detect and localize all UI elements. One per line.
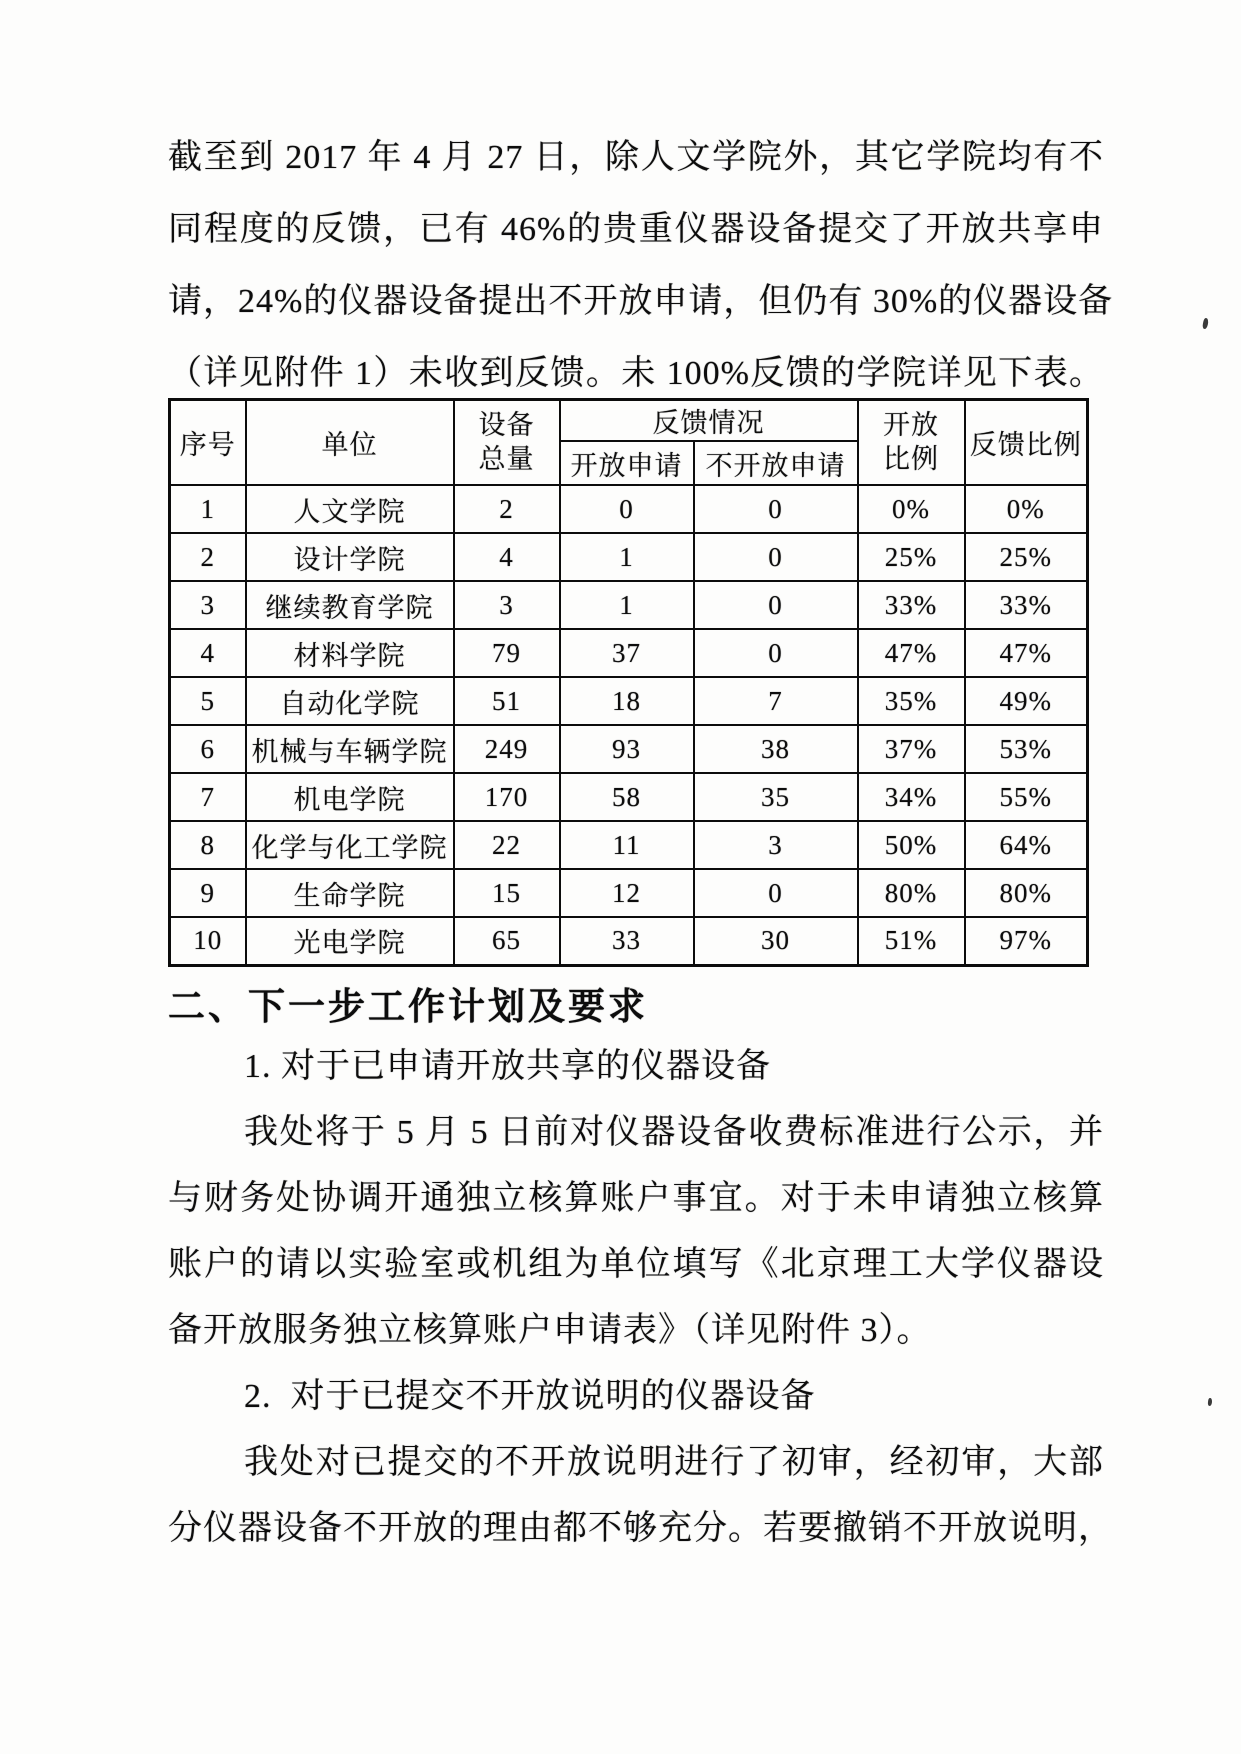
table-row-4 bbox=[170, 629, 1088, 677]
cell-total: 2 bbox=[454, 485, 560, 533]
table-row-9 bbox=[170, 869, 1088, 917]
cell-not-open: 0 bbox=[694, 869, 858, 917]
cell-open: 11 bbox=[560, 821, 694, 869]
item1-line-2: 与财务处协调开通独立核算账户事宜。对于未申请独立核算 bbox=[168, 1180, 1104, 1217]
cell-open-ratio: 50% bbox=[858, 821, 965, 869]
cell-total: 22 bbox=[454, 821, 560, 869]
cell-open-ratio: 51% bbox=[858, 917, 965, 965]
intro-line-1: 截至到 2017 年 4 月 27 日，除人文学院外，其它学院均有不 bbox=[168, 139, 1104, 176]
cell-open-ratio: 33% bbox=[858, 581, 965, 629]
cell-not-open: 7 bbox=[694, 677, 858, 725]
cell-unit: 机电学院 bbox=[246, 773, 454, 821]
cell-feedback-ratio: 53% bbox=[965, 725, 1088, 773]
table-row-3 bbox=[170, 581, 1088, 629]
feedback-table-container bbox=[168, 398, 1089, 967]
cell-unit: 机械与车辆学院 bbox=[246, 725, 454, 773]
cell-open: 33 bbox=[560, 917, 694, 965]
table-row-8 bbox=[170, 821, 1088, 869]
header-open-apply: 开放申请 bbox=[560, 441, 694, 485]
cell-open: 1 bbox=[560, 533, 694, 581]
cell-open: 12 bbox=[560, 869, 694, 917]
cell-index: 8 bbox=[170, 821, 246, 869]
cell-open-ratio: 0% bbox=[858, 485, 965, 533]
cell-open-ratio: 34% bbox=[858, 773, 965, 821]
cell-total: 65 bbox=[454, 917, 560, 965]
cell-unit: 材料学院 bbox=[246, 629, 454, 677]
header-total-line2: 总量 bbox=[478, 443, 535, 474]
cell-open: 93 bbox=[560, 725, 694, 773]
cell-total: 170 bbox=[454, 773, 560, 821]
cell-total: 3 bbox=[454, 581, 560, 629]
cell-index: 9 bbox=[170, 869, 246, 917]
table-row-10 bbox=[170, 917, 1088, 965]
cell-not-open: 38 bbox=[694, 725, 858, 773]
cell-index: 2 bbox=[170, 533, 246, 581]
cell-unit: 光电学院 bbox=[246, 917, 454, 965]
cell-total: 249 bbox=[454, 725, 560, 773]
cell-open-ratio: 47% bbox=[858, 629, 965, 677]
cell-index: 4 bbox=[170, 629, 246, 677]
cell-open-ratio: 80% bbox=[858, 869, 965, 917]
header-open-ratio-line2: 比例 bbox=[883, 443, 939, 474]
cell-unit: 继续教育学院 bbox=[246, 581, 454, 629]
cell-feedback-ratio: 64% bbox=[965, 821, 1088, 869]
cell-not-open: 35 bbox=[694, 773, 858, 821]
header-open-ratio bbox=[858, 400, 965, 486]
item1-title: 1. 对于已申请开放共享的仪器设备 bbox=[244, 1048, 771, 1085]
cell-feedback-ratio: 0% bbox=[965, 485, 1088, 533]
intro-paragraph bbox=[168, 122, 1114, 410]
header-feedback-ratio: 反馈比例 bbox=[965, 400, 1088, 486]
item1-line-4: 备开放服务独立核算账户申请表》（详见附件 3）。 bbox=[168, 1312, 932, 1349]
cell-index: 10 bbox=[170, 917, 246, 965]
item1-line-1: 我处将于 5 月 5 日前对仪器设备收费标准进行公示，并 bbox=[244, 1114, 1104, 1151]
cell-index: 3 bbox=[170, 581, 246, 629]
table-row-5 bbox=[170, 677, 1088, 725]
item2-line-2: 分仪器设备不开放的理由都不够充分。若要撤销不开放说明， bbox=[168, 1510, 1113, 1547]
cell-open: 0 bbox=[560, 485, 694, 533]
cell-open-ratio: 35% bbox=[858, 677, 965, 725]
table-row-6 bbox=[170, 725, 1088, 773]
cell-index: 6 bbox=[170, 725, 246, 773]
cell-open: 18 bbox=[560, 677, 694, 725]
header-open-ratio-line1: 开放 bbox=[883, 409, 939, 440]
cell-index: 1 bbox=[170, 485, 246, 533]
cell-unit: 设计学院 bbox=[246, 533, 454, 581]
header-total-line1: 设备 bbox=[478, 409, 535, 440]
cell-total: 51 bbox=[454, 677, 560, 725]
table-row-7 bbox=[170, 773, 1088, 821]
feedback-table bbox=[168, 398, 1089, 967]
cell-open: 37 bbox=[560, 629, 694, 677]
cell-unit: 自动化学院 bbox=[246, 677, 454, 725]
cell-open-ratio: 25% bbox=[858, 533, 965, 581]
cell-not-open: 0 bbox=[694, 533, 858, 581]
cell-feedback-ratio: 33% bbox=[965, 581, 1088, 629]
intro-line-4: （详见附件 1）未收到反馈。未 100%反馈的学院详见下表。 bbox=[168, 355, 1104, 392]
header-feedback-group: 反馈情况 bbox=[560, 400, 858, 442]
cell-total: 15 bbox=[454, 869, 560, 917]
cell-unit: 人文学院 bbox=[246, 485, 454, 533]
cell-feedback-ratio: 55% bbox=[965, 773, 1088, 821]
cell-not-open: 0 bbox=[694, 581, 858, 629]
header-not-open-apply: 不开放申请 bbox=[694, 441, 858, 485]
cell-not-open: 0 bbox=[694, 629, 858, 677]
header-unit: 单位 bbox=[246, 400, 454, 486]
table-row-1 bbox=[170, 485, 1088, 533]
cell-unit: 生命学院 bbox=[246, 869, 454, 917]
section2-heading: 二、下一步工作计划及要求 bbox=[168, 987, 648, 1028]
scan-speck bbox=[1202, 318, 1209, 330]
cell-feedback-ratio: 49% bbox=[965, 677, 1088, 725]
cell-not-open: 30 bbox=[694, 917, 858, 965]
cell-not-open: 0 bbox=[694, 485, 858, 533]
header-index: 序号 bbox=[170, 400, 246, 486]
cell-feedback-ratio: 47% bbox=[965, 629, 1088, 677]
table-row-2 bbox=[170, 533, 1088, 581]
cell-not-open: 3 bbox=[694, 821, 858, 869]
section2-body bbox=[168, 1034, 1113, 1562]
cell-total: 4 bbox=[454, 533, 560, 581]
cell-open: 1 bbox=[560, 581, 694, 629]
cell-index: 7 bbox=[170, 773, 246, 821]
scan-speck bbox=[1207, 1398, 1212, 1406]
cell-total: 79 bbox=[454, 629, 560, 677]
cell-feedback-ratio: 25% bbox=[965, 533, 1088, 581]
cell-index: 5 bbox=[170, 677, 246, 725]
cell-open: 58 bbox=[560, 773, 694, 821]
cell-unit: 化学与化工学院 bbox=[246, 821, 454, 869]
item1-line-3: 账户的请以实验室或机组为单位填写《北京理工大学仪器设 bbox=[168, 1246, 1104, 1283]
item2-title: 2. 对于已提交不开放说明的仪器设备 bbox=[244, 1378, 816, 1415]
cell-feedback-ratio: 80% bbox=[965, 869, 1088, 917]
cell-open-ratio: 37% bbox=[858, 725, 965, 773]
intro-line-2: 同程度的反馈，已有 46%的贵重仪器设备提交了开放共享申 bbox=[168, 211, 1104, 248]
header-total bbox=[454, 400, 560, 486]
cell-feedback-ratio: 97% bbox=[965, 917, 1088, 965]
item2-line-1: 我处对已提交的不开放说明进行了初审，经初审，大部 bbox=[244, 1444, 1104, 1481]
intro-line-3: 请，24%的仪器设备提出不开放申请，但仍有 30%的仪器设备 bbox=[168, 283, 1114, 320]
